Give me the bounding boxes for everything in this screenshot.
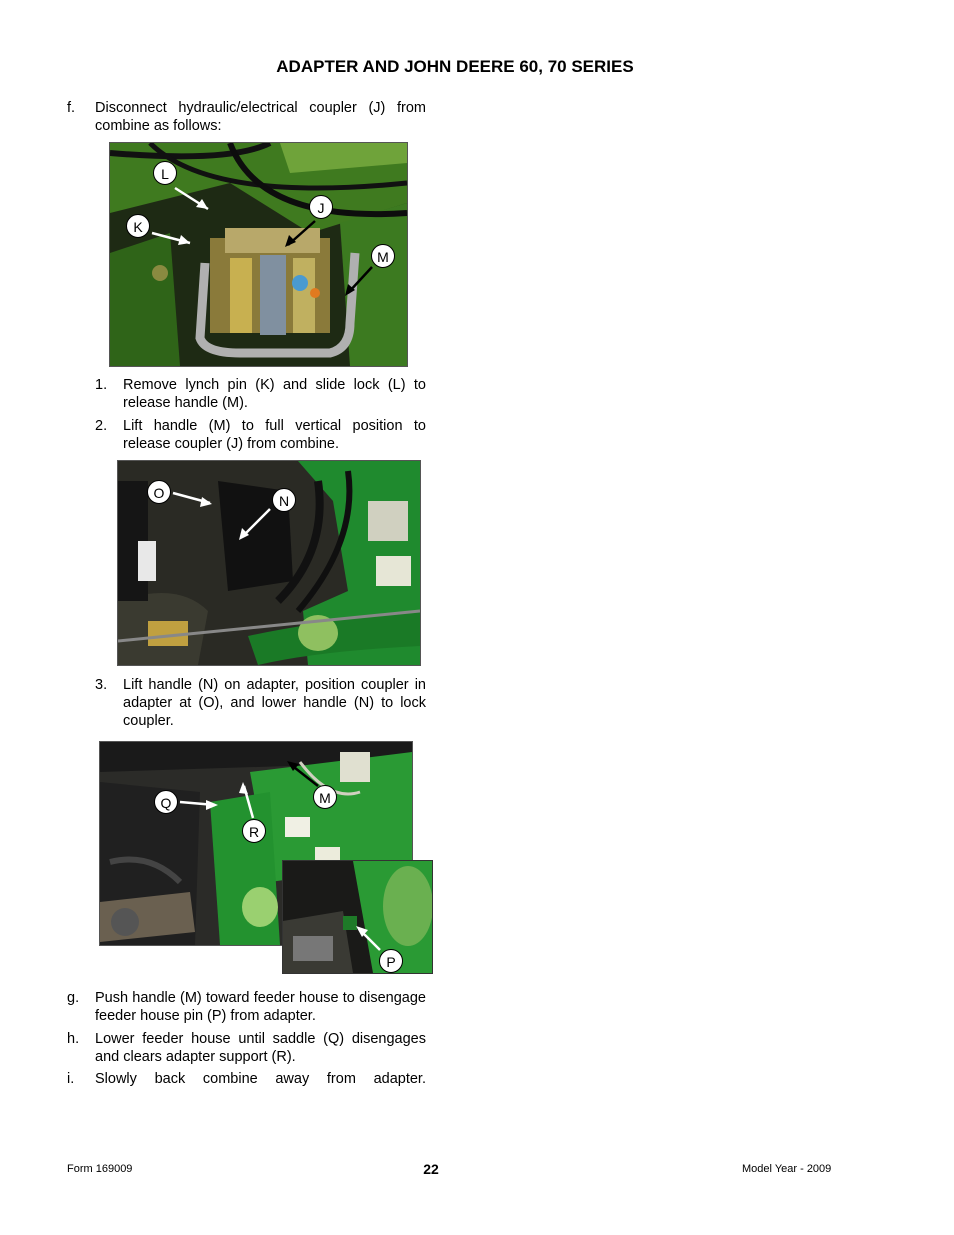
step-text: Lift handle (N) on adapter, position coupler in adapter at (O), and lower handle (N) to lock coupler.: [123, 677, 426, 729]
step-1: [95, 376, 427, 416]
callout-R: R: [242, 819, 266, 843]
step-3: [95, 676, 427, 734]
step-2: [95, 417, 427, 457]
callout-L: L: [153, 161, 177, 185]
step-text: Lower feeder house until saddle (Q) disengages and clears adapter support (R).: [95, 1031, 426, 1065]
callout-P: P: [379, 949, 403, 973]
step-label: f.: [67, 100, 76, 116]
page-number: 22: [423, 1161, 439, 1177]
callout-O: O: [147, 480, 171, 504]
feeder-pin-illustration: [283, 861, 432, 973]
callout-N: N: [272, 488, 296, 512]
adapter-coupler-photo: [117, 460, 421, 666]
step-h: [67, 1030, 427, 1070]
step-g: [67, 989, 427, 1029]
feeder-pin-inset-photo: [282, 860, 433, 974]
step-label: 3.: [95, 677, 108, 693]
footer-form-number: Form 169009: [67, 1163, 133, 1175]
step-text: Slowly back combine away from adapter.: [95, 1071, 426, 1087]
step-label: 1.: [95, 377, 108, 393]
footer-model-year: Model Year - 2009: [742, 1163, 832, 1175]
step-label: i.: [67, 1071, 75, 1087]
step-label: h.: [67, 1031, 80, 1047]
page-title: ADAPTER AND JOHN DEERE 60, 70 SERIES: [276, 57, 634, 76]
callout-M: M: [313, 785, 337, 809]
step-text: Lift handle (M) to full vertical position to release coupler (J) from combine.: [123, 418, 426, 452]
step-text: Disconnect hydraulic/electrical coupler (J) from combine as follows:: [95, 100, 426, 134]
step-text: Push handle (M) toward feeder house to disengage feeder house pin (P) from adapter.: [95, 990, 426, 1024]
callout-M: M: [371, 244, 395, 268]
coupler-photo: [109, 142, 408, 367]
step-f: [67, 99, 427, 139]
step-label: 2.: [95, 418, 108, 434]
step-i: [67, 1070, 427, 1090]
step-text: Remove lynch pin (K) and slide lock (L) to release handle (M).: [123, 377, 426, 411]
step-label: g.: [67, 990, 80, 1006]
callout-J: J: [309, 195, 333, 219]
callout-Q: Q: [154, 790, 178, 814]
callout-K: K: [126, 214, 150, 238]
